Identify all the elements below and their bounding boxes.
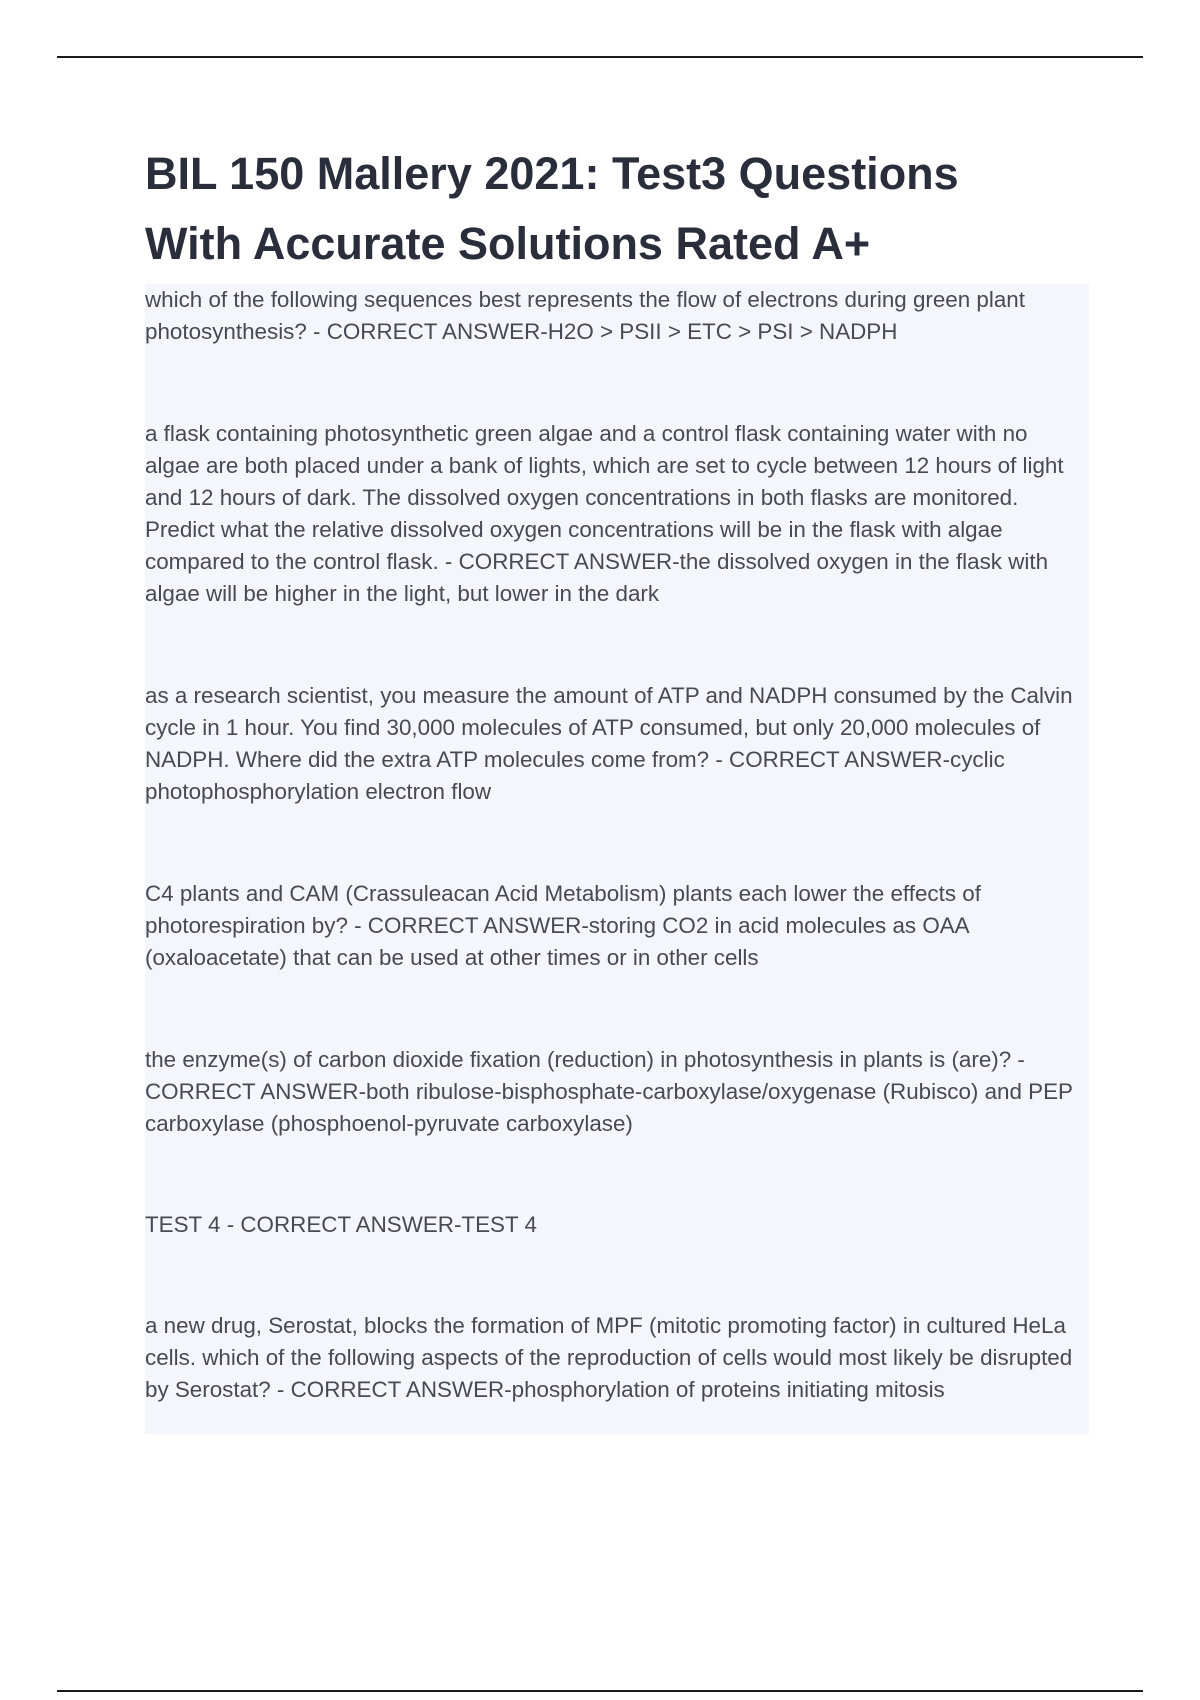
qa-item-5: the enzyme(s) of carbon dioxide fixation (reduction) in photosynthesis in plants is (are)? - CORRECT ANSWER-both ribulose-bisphosphate-carboxylase/oxygenase (Rubisco) and PEP carboxylase (phosphoenol-pyruvate carboxylase) — [145, 1047, 1073, 1136]
qa-content-block — [145, 284, 1089, 1434]
qa-item-1: which of the following sequences best represents the flow of electrons during green plant photosynthesis? - CORRECT ANSWER-H2O > PSII > ETC > PSI > NADPH — [145, 287, 1025, 344]
header-rule — [57, 56, 1143, 58]
title-line-1: BIL 150 Mallery 2021: Test3 Questions — [145, 148, 959, 199]
qa-item-3: as a research scientist, you measure the amount of ATP and NADPH consumed by the Calvin cycle in 1 hour. You find 30,000 molecules of ATP consumed, but only 20,000 molecules of NADPH. Where did the extra ATP molecules come from? - CORRECT ANSWER-cyclic photophosphorylation electron flow — [145, 683, 1073, 804]
title-line-2: With Accurate Solutions Rated A+ — [145, 218, 871, 269]
footer-rule — [57, 1690, 1143, 1692]
page-title — [145, 139, 1105, 279]
qa-item-2: a flask containing photosynthetic green algae and a control flask containing water with no algae are both placed under a bank of lights, which are set to cycle between 12 hours of light and 12 hours of dark. The dissolved oxygen concentrations in both flasks are monitored. Predict what the relative dissolved oxygen concentrations will be in the flask with algae compared to the control flask. - CORRECT ANSWER-the dissolved oxygen in the flask with algae will be higher in the light, but lower in the dark — [145, 421, 1064, 606]
qa-item-4: C4 plants and CAM (Crassuleacan Acid Metabolism) plants each lower the effects of photorespiration by? - CORRECT ANSWER-storing CO2 in acid molecules as OAA (oxaloacetate) that can be used at other times or in other cells — [145, 881, 981, 970]
qa-item-7: a new drug, Serostat, blocks the formation of MPF (mitotic promoting factor) in cultured HeLa cells. which of the following aspects of the reproduction of cells would most likely be disrupted by Serostat? - CORRECT ANSWER-phosphorylation of proteins initiating mitosis — [145, 1313, 1073, 1402]
qa-item-6: TEST 4 - CORRECT ANSWER-TEST 4 — [145, 1212, 537, 1237]
